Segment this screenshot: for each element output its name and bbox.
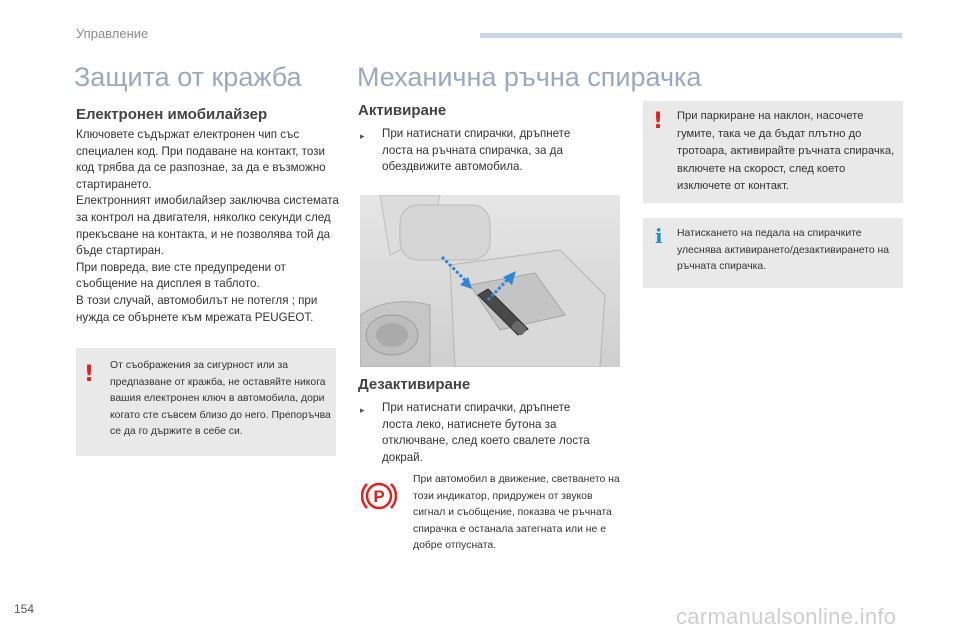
warning-box-key [76,348,336,456]
subtitle-deactivation: Дезактивиране [358,376,471,393]
header-bar [480,33,902,38]
section-label: Управление [76,26,149,41]
parking-brake-warning-icon [361,478,397,514]
warning-icon: ! [84,362,95,387]
page-title-handbrake: Механична ръчна спирачка [357,62,702,92]
deactivation-text: При натиснати спирачки, дръпнете лоста леко, натиснете бутона за отключване, след което свалете лоста докрай. [382,401,590,464]
paragraph: Електронният имобилайзер заключва системата за контрол на двигателя, няколко секунди след прекъсване на контакта, и не позволява той да бъде стартиран. [76,194,339,258]
warning-text: От съображения за сигурност или за предпазване от кражба, не оставяйте никога вашия електронен ключ в автомобила, дори когато сте съвсем близо до него. Препоръчва се да го държите в себе си. [110,360,331,437]
paragraph: Ключовете съдържат електронен чип със специален код. При подаване на контакт, този код трябва да се разпознае, за да е възможно стартирането. [76,128,326,191]
activation-text: При натиснати спирачки, дръпнете лоста на ръчната спирачка, за да обездвижите автомобила. [382,127,571,174]
handbrake-illustration-svg [360,195,620,367]
activation-bullet [360,126,600,176]
arrow-bullet-icon: ▸ [360,131,365,141]
handbrake-illustration [360,195,620,367]
brake-letter: P [373,487,385,506]
paragraph: При повреда, вие сте предупредени от съобщение на дисплея в таблото. [76,260,286,291]
slope-warning-text: При паркиране на наклон, насочете гумите, така че да бъдат плътно до тротоара, активирайте ръчната спирачка, включете на скорост, след което изключете от контакт. [677,110,895,193]
subtitle-immobiliser: Електронен имобилайзер [76,106,268,123]
arrow-bullet-icon: ▸ [360,405,365,415]
warning-box-slope [643,101,903,203]
info-icon: i [655,224,663,248]
info-box-pedal [643,218,903,288]
page-number: 154 [14,602,35,616]
paragraph: В този случай, автомобилът не потегля ; при нужда се обърнете към мрежата PEUGEOT. [76,293,318,324]
parking-brake-icon-svg [361,478,397,514]
deactivation-bullet [360,400,600,466]
pedal-info-text: Натискането на педала на спирачките улеснява активирането/дезактивирането на ръчната спирачка. [677,228,890,272]
indicator-text: При автомобил в движение, светването на този индикатор, придружен от звуков сигнал и съобщение, показва че ръчната спирачка е останала затегната или не е добре отпусната. [413,474,620,551]
subtitle-activation: Активиране [358,102,447,119]
warning-icon: ! [653,109,664,134]
watermark: carmanualsonline.info [676,604,897,629]
cup-holder-inner [376,323,408,347]
console-tray [400,205,490,260]
page-title-anti-theft: Защита от кражба [74,62,302,92]
immobiliser-text [76,127,340,326]
